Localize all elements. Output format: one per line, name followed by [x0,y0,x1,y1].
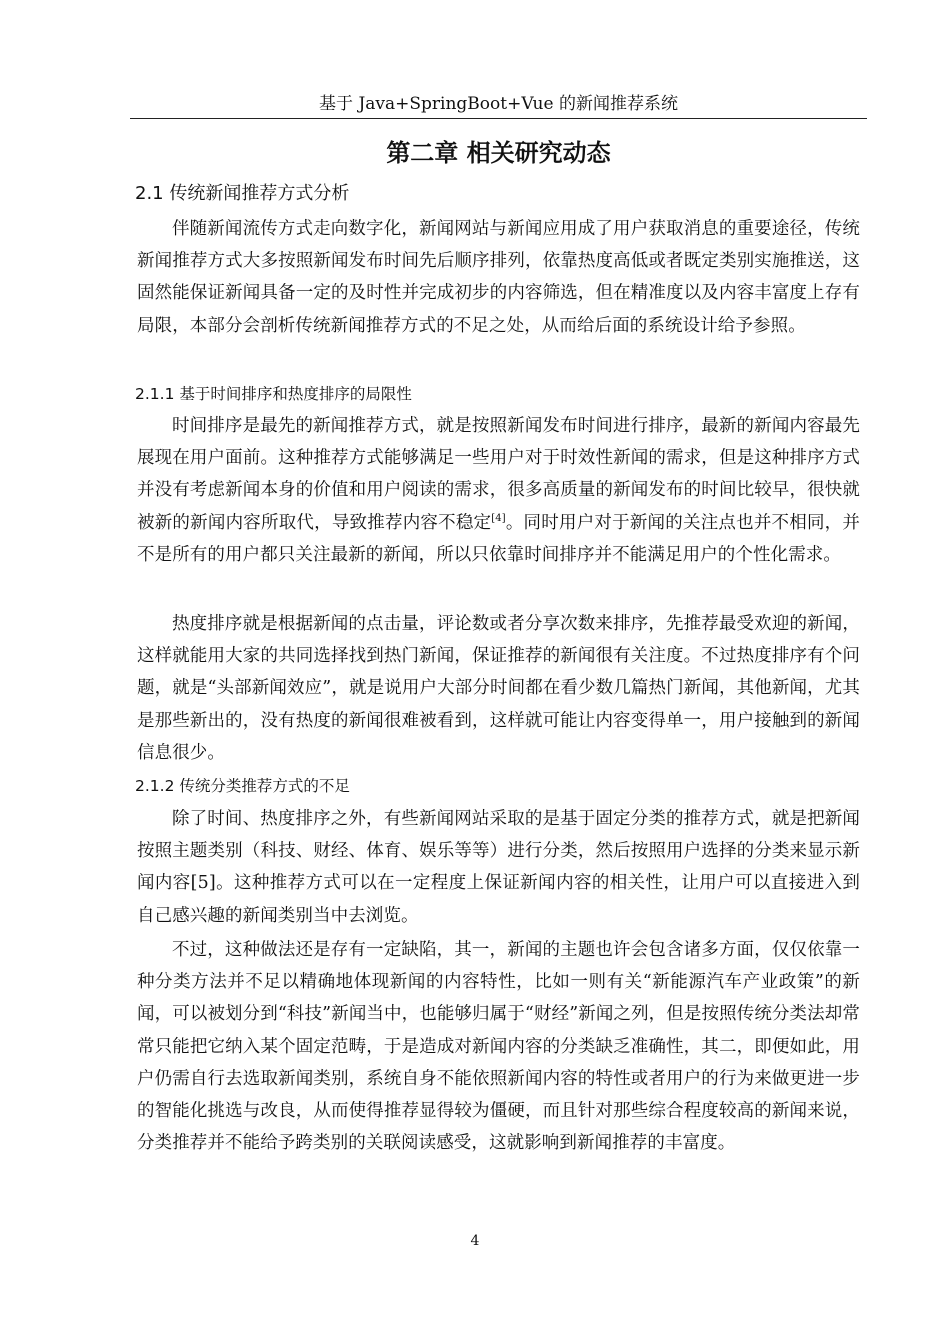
paragraph-2-1-1-b: 热度排序就是根据新闻的点击量，评论数或者分享次数来排序，先推荐最受欢迎的新闻，这样就能用大家的共同选择找到热门新闻，保证推荐的新闻很有关注度。不过热度排序有个问题，就是“头部新闻效应”，就是说用户大部分时间都在看少数几篇热门新闻，其他新闻，尤其是那些新出的，没有热度的新闻很难被看到，这样就可能让内容变得单一，用户接触到的新闻信息很少。 [137,614,860,763]
paragraph-text: 。同时用户对于新闻的关注点也并不相同，并不是所有的用户都只关注最新的新闻，所以只依靠时间排序并不能满足用户的个性化需求。 [137,512,860,565]
paragraph-2-1-1-a [137,410,860,571]
paragraph-2-1-2-a: 除了时间、热度排序之外，有些新闻网站采取的是基于固定分类的推荐方式，就是把新闻按照主题类别（科技、财经、体育、娱乐等等）进行分类，然后按照用户选择的分类来显示新闻内容[5]。这种推荐方式可以在一定程度上保证新闻内容的相关性，让用户可以直接进入到自己感兴趣的新闻类别当中去浏览。 [137,809,860,926]
running-header: 基于 Java+SpringBoot+Vue 的新闻推荐系统 [319,94,678,114]
section-heading-2-1-1: 2.1.1 基于时间排序和热度排序的局限性 [135,385,412,403]
section-heading-2-1-2: 2.1.2 传统分类推荐方式的不足 [135,777,350,795]
chapter-title: 第二章 相关研究动态 [386,139,611,167]
section-heading-2-1: 2.1 传统新闻推荐方式分析 [135,183,350,204]
page-number: 4 [470,1233,480,1249]
paragraph-2-1: 伴随新闻流传方式走向数字化，新闻网站与新闻应用成了用户获取消息的重要途径，传统新闻推荐方式大多按照新闻发布时间先后顺序排列，依靠热度高低或者既定类别实施推送，这固然能保证新闻具备一定的及时性并完成初步的内容筛选，但在精准度以及内容丰富度上存有局限，本部分会剖析传统新闻推荐方式的不足之处，从而给后面的系统设计给予参照。 [137,219,860,336]
header-rule [130,118,867,119]
citation: [4] [491,512,506,524]
paragraph-text: 时间排序是最先的新闻推荐方式，就是按照新闻发布时间进行排序，最新的新闻内容最先展现在用户面前。这种推荐方式能够满足一些用户对于时效性新闻的需求，但是这种排序方式并没有考虑新闻本身的价值和用户阅读的需求，很多高质量的新闻发布的时间比较早，很快就被新的新闻内容所取代，导致推荐内容不稳定 [137,416,860,533]
paragraph-2-1-2-b: 不过，这种做法还是存有一定缺陷，其一，新闻的主题也许会包含诸多方面，仅仅依靠一种分类方法并不足以精确地体现新闻的内容特性，比如一则有关“新能源汽车产业政策”的新闻，可以被划分到“科技”新闻当中，也能够归属于“财经”新闻之列，但是按照传统分类法却常常只能把它纳入某个固定范畴，于是造成对新闻内容的分类缺乏准确性，其二，即便如此，用户仍需自行去选取新闻类别，系统自身不能依照新闻内容的特性或者用户的行为来做更进一步的智能化挑选与改良，从而使得推荐显得较为僵硬，而且针对那些综合程度较高的新闻来说，分类推荐并不能给予跨类别的关联阅读感受，这就影响到新闻推荐的丰富度。 [137,940,860,1154]
